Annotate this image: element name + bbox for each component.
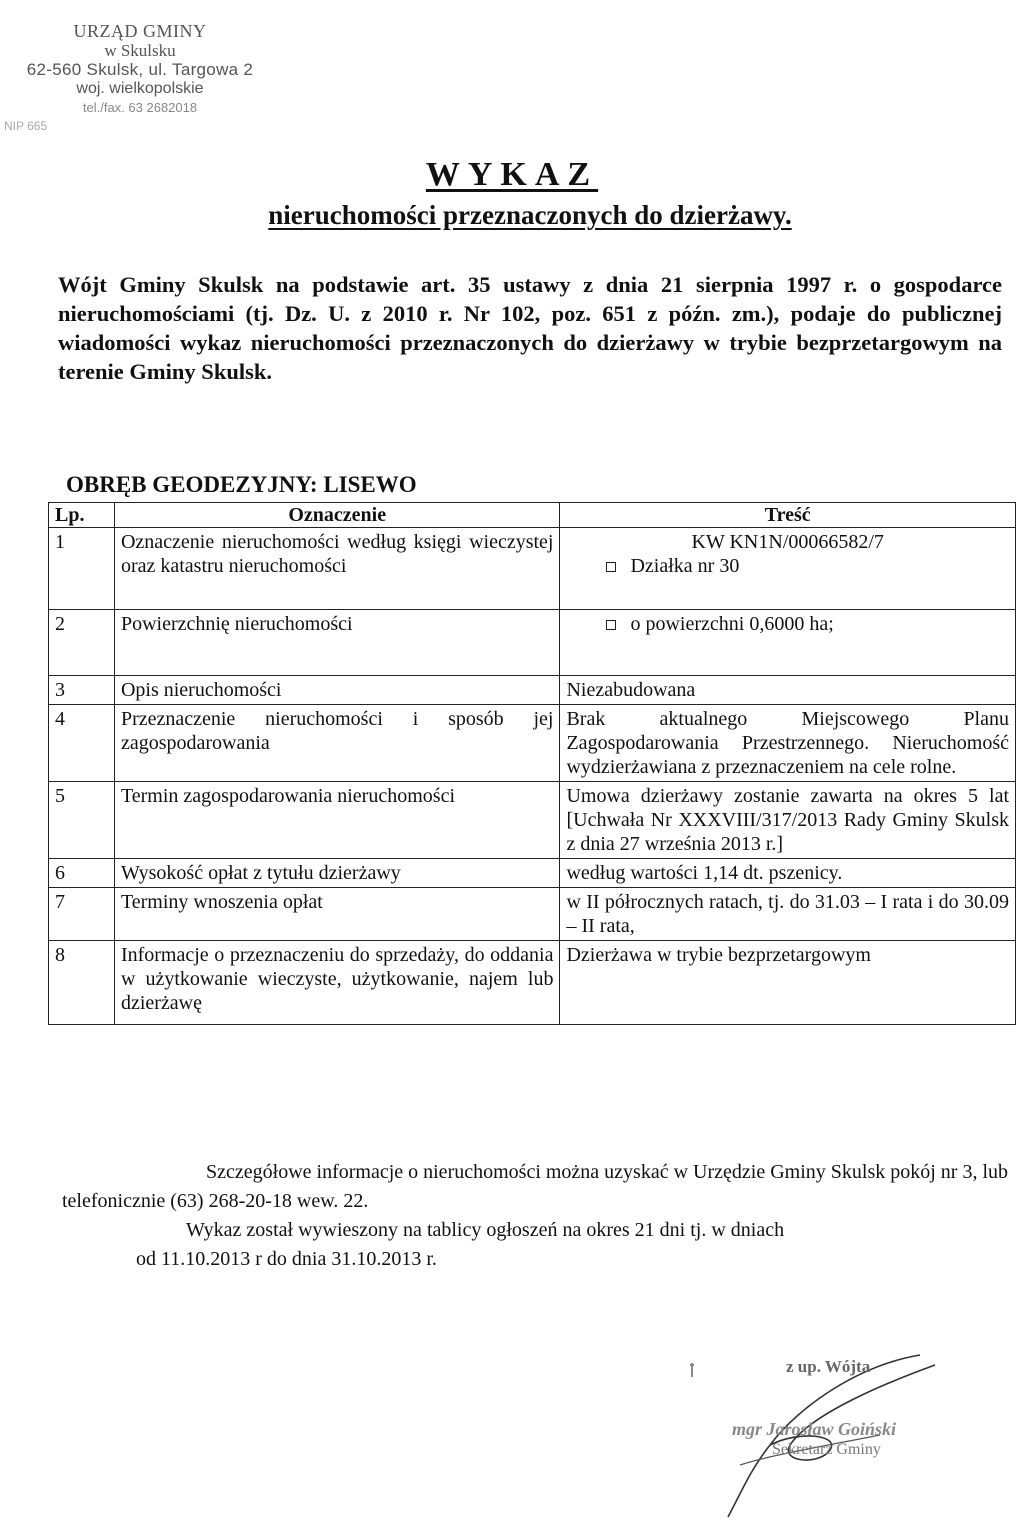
stamp-office-name: URZĄD GMINY [73, 21, 207, 41]
row-label: Informacje o przeznaczeniu do sprzedaży, do oddania w użytkowanie wieczyste, użytkowanie, najem lub dzierżawę [114, 941, 560, 1025]
header-lp: Lp. [49, 503, 115, 528]
area-value: o powierzchni 0,6000 ha; [630, 613, 834, 635]
parcel-item [566, 554, 1009, 578]
office-stamp [4, 22, 276, 136]
table-header-row [49, 503, 1016, 528]
stamp-voivodeship: woj. wielkopolskie [76, 80, 204, 97]
row-number: 5 [49, 782, 115, 859]
document-subtitle: nieruchomości przeznaczonych do dzierżawy. [268, 200, 792, 230]
table-row [49, 676, 1016, 705]
footer-notes [62, 1158, 1008, 1274]
row-label: Powierzchnię nieruchomości [114, 610, 560, 676]
footer-posting-dates: od 11.10.2013 r do dnia 31.10.2013 r. [136, 1248, 437, 1270]
footer-info-paragraph: Szczegółowe informacje o nieruchomości można uzyskać w Urzędzie Gminy Skulsk pokój nr 3, lub telefonicznie (63) 268-20-18 wew. 22. [62, 1161, 1009, 1212]
square-bullet-icon [606, 562, 616, 572]
header-tresc: Treść [560, 503, 1016, 528]
signatory-name: mgr Jarosław Goiński [732, 1419, 897, 1439]
row-value: Brak aktualnego Miejscowego Planu Zagospodarowania Przestrzennego. Nieruchomość wydzierżawiana z przeznaczeniem na cele rolne. [560, 705, 1016, 782]
section-heading: OBRĘB GEODEZYJNY: LISEWO [66, 472, 417, 497]
row-value: Niezabudowana [560, 676, 1016, 705]
property-table [48, 502, 1016, 1025]
document-title: WYKAZ [425, 156, 599, 193]
signature-on-behalf: z up. Wójta [786, 1357, 871, 1376]
stamp-town: w Skulsku [104, 41, 176, 60]
row-label: Wysokość opłat z tytułu dzierżawy [114, 859, 560, 888]
row-label: Opis nieruchomości [114, 676, 560, 705]
row-number: 8 [49, 941, 115, 1025]
row-value: w II półrocznych ratach, tj. do 31.03 – I rata i do 30.09 – II rata, [560, 888, 1016, 941]
row-number: 1 [49, 528, 115, 610]
row-value: według wartości 1,14 dt. pszenicy. [560, 859, 1016, 888]
square-bullet-icon [606, 620, 616, 630]
table-row [49, 610, 1016, 676]
land-register-number: KW KN1N/00066582/7 [691, 531, 884, 553]
table-row [49, 859, 1016, 888]
row-label: Przeznaczenie nieruchomości i sposób jej zagospodarowania [114, 705, 560, 782]
row-number: 7 [49, 888, 115, 941]
signatory-role: Sekretarz Gminy [772, 1441, 881, 1458]
row-label: Terminy wnoszenia opłat [114, 888, 560, 941]
row-label: Termin zagospodarowania nieruchomości [114, 782, 560, 859]
stamp-nip: NIP 665 [4, 119, 48, 133]
row-value: Dzierżawa w trybie bezprzetargowym [560, 941, 1016, 1025]
stamp-phone: tel./fax. 63 2682018 [82, 100, 198, 115]
table-row [49, 782, 1016, 859]
table-row [49, 941, 1016, 1025]
stamp-address: 62-560 Skulsk, ul. Targowa 2 [26, 60, 254, 79]
row-number: 3 [49, 676, 115, 705]
row-value [560, 610, 1016, 676]
table-row [49, 888, 1016, 941]
footer-posting-paragraph: Wykaz został wywieszony na tablicy ogłoszeń na okres 21 dni tj. w dniach [186, 1219, 785, 1241]
row-number: 4 [49, 705, 115, 782]
table-row [49, 705, 1016, 782]
header-oznaczenie: Oznaczenie [114, 503, 560, 528]
intro-paragraph: Wójt Gminy Skulsk na podstawie art. 35 ustawy z dnia 21 sierpnia 1997 r. o gospodarce nieruchomościami (tj. Dz. U. z 2010 r. Nr 102, poz. 651 z późn. zm.), podaje do publicznej wiadomości wykaz nieruchomości przeznaczonych do dzierżawy w trybie bezprzetargowym na terenie Gminy Skulsk. [58, 272, 1002, 384]
row-number: 2 [49, 610, 115, 676]
parcel-number: Działka nr 30 [630, 555, 740, 577]
row-label: Oznaczenie nieruchomości według księgi wieczystej oraz katastru nieruchomości [114, 528, 560, 610]
row-value: Umowa dzierżawy zostanie zawarta na okres 5 lat [Uchwała Nr XXXVIII/317/2013 Rady Gminy Skulsk z dnia 27 września 2013 r.] [560, 782, 1016, 859]
signature-block [720, 1355, 980, 1515]
table-row [49, 528, 1016, 610]
row-value [560, 528, 1016, 610]
row-number: 6 [49, 859, 115, 888]
